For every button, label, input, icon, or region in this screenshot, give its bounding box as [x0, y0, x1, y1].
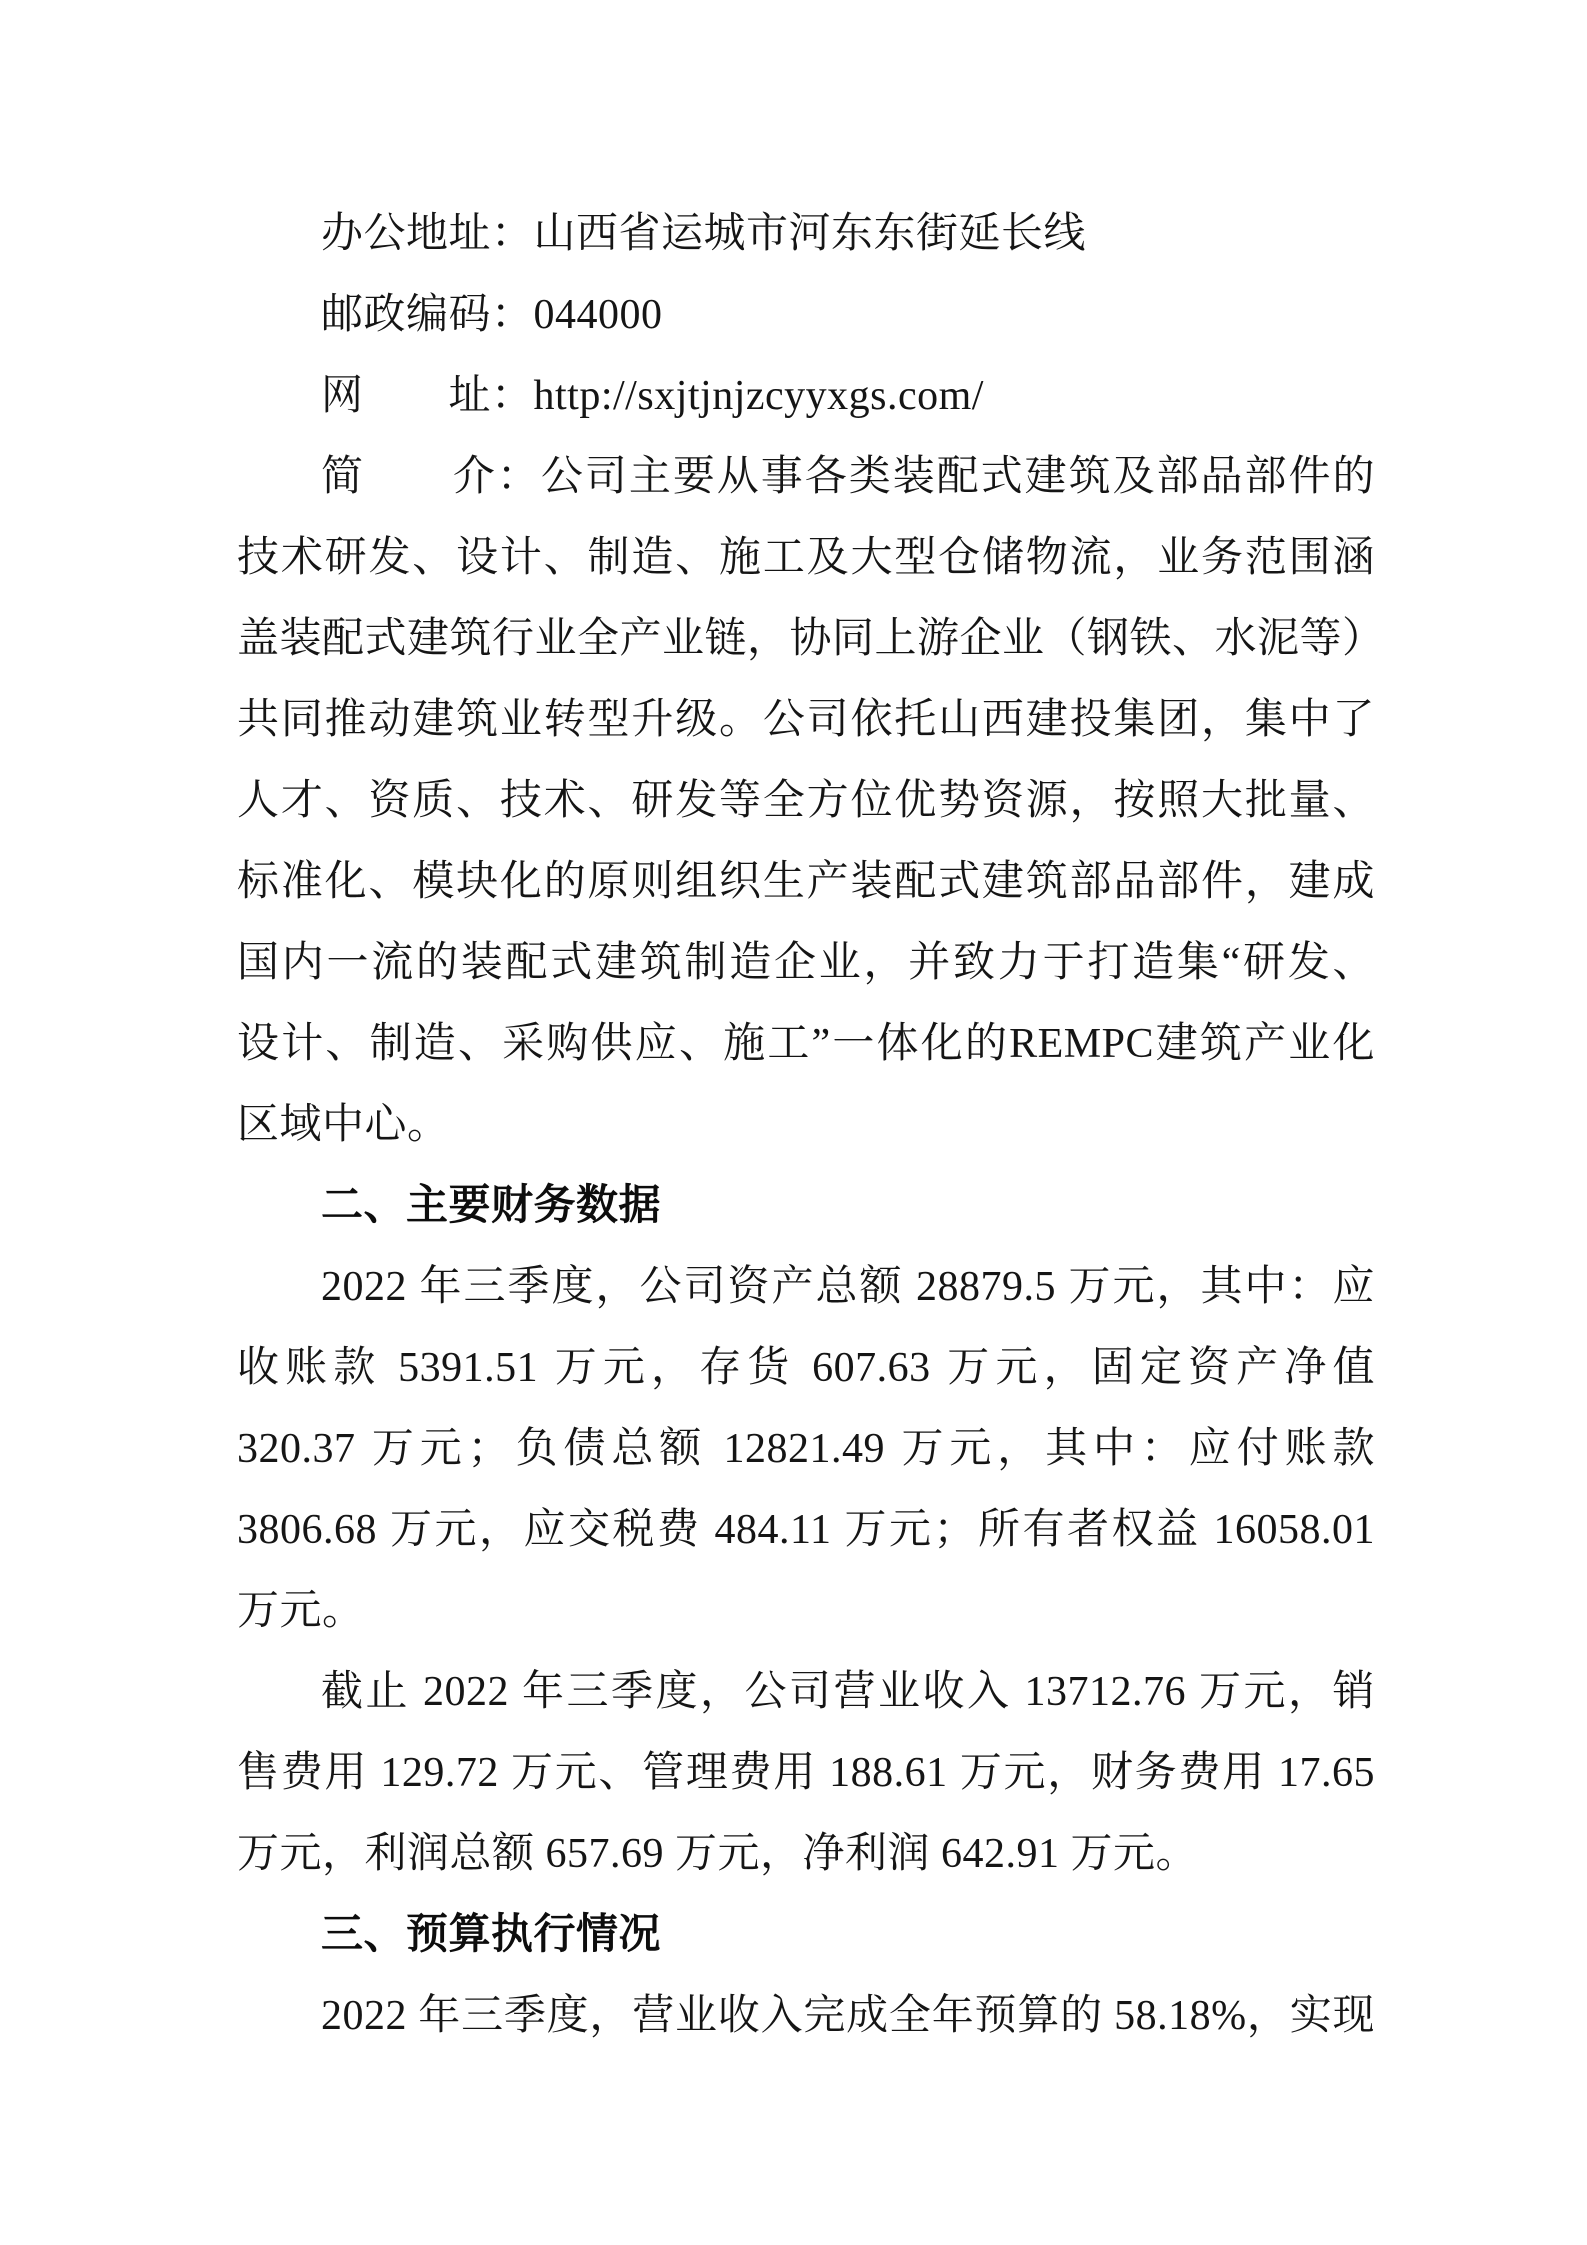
text-line: 办公地址：山西省运城市河东东街延长线 [321, 211, 1087, 257]
text-line: 网 址：http://sxjtjnjzcyyxgs.com/ [321, 373, 984, 419]
document-content [237, 194, 1385, 2057]
text-line: 国内一流的装配式建筑制造企业，并致力于打造集“研发、 [237, 940, 1375, 986]
section-heading: 三、预算执行情况 [321, 1912, 662, 1958]
text-line: 2022 年三季度，营业收入完成全年预算的 58.18%，实现 [321, 1993, 1375, 2039]
text-line: 共同推动建筑业转型升级。公司依托山西建投集团，集中了 [237, 697, 1375, 743]
text-line: 邮政编码：044000 [321, 292, 663, 338]
text-line: 设计、制造、采购供应、施工”一体化的REMPC建筑产业化 [237, 1021, 1375, 1067]
section-heading: 二、主要财务数据 [321, 1183, 662, 1229]
text-line: 标准化、模块化的原则组织生产装配式建筑部品部件，建成 [237, 859, 1375, 905]
text-line: 万元。 [237, 1588, 365, 1634]
text-line: 技术研发、设计、制造、施工及大型仓储物流，业务范围涵 [237, 535, 1375, 581]
text-line: 万元，利润总额 657.69 万元，净利润 642.91 万元。 [237, 1831, 1199, 1877]
text-line: 3806.68 万元，应交税费 484.11 万元；所有者权益 16058.01 [237, 1507, 1375, 1553]
text-line: 收账款 5391.51 万元，存货 607.63 万元，固定资产净值 [237, 1345, 1375, 1391]
text-line: 售费用 129.72 万元、管理费用 188.61 万元，财务费用 17.65 [237, 1750, 1375, 1796]
text-line: 盖装配式建筑行业全产业链，协同上游企业（钢铁、水泥等） [237, 616, 1385, 662]
text-line: 人才、资质、技术、研发等全方位优势资源，按照大批量、 [237, 778, 1375, 824]
text-line: 简 介：公司主要从事各类装配式建筑及部品部件的 [321, 454, 1375, 500]
text-line: 区域中心。 [237, 1102, 450, 1148]
text-line: 截止 2022 年三季度，公司营业收入 13712.76 万元，销 [321, 1669, 1375, 1715]
text-line: 2022 年三季度，公司资产总额 28879.5 万元，其中：应 [321, 1264, 1375, 1310]
text-line: 320.37 万元；负债总额 12821.49 万元，其中：应付账款 [237, 1426, 1375, 1472]
